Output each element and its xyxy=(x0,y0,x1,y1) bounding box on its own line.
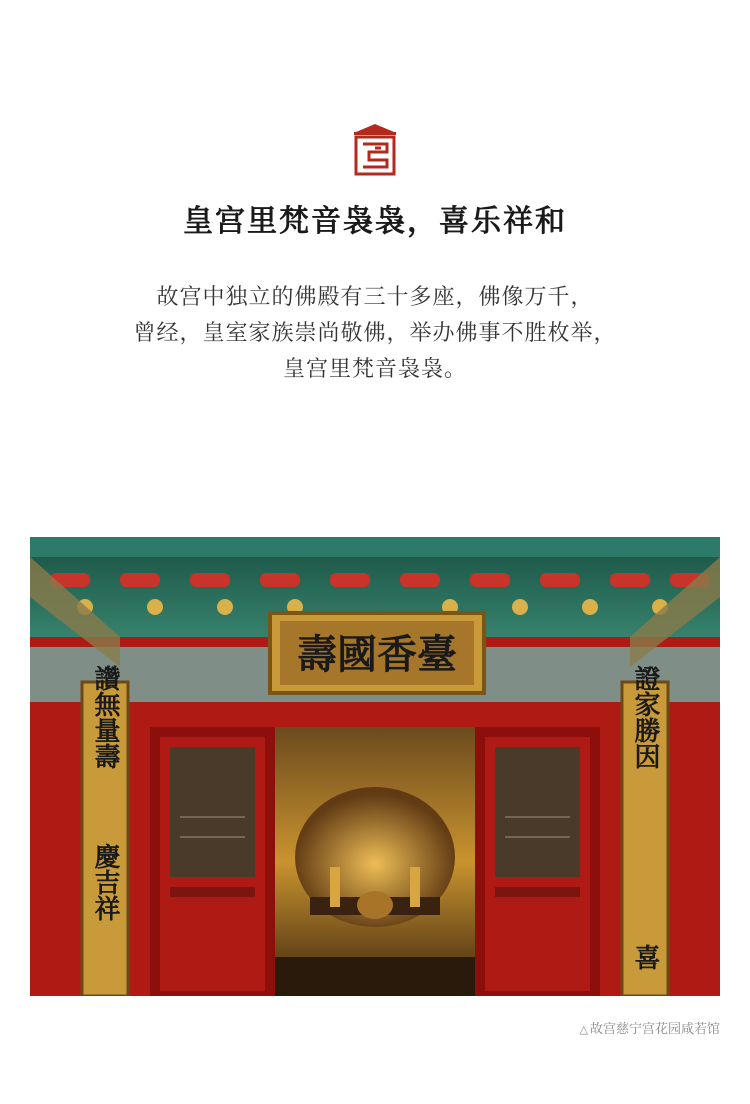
intro-line: 故宫中独立的佛殿有三十多座，佛像万千， xyxy=(156,285,594,310)
right-couplet-text: 證家勝因 xyxy=(630,665,660,769)
intro-line: 皇宫里梵音袅袅。 xyxy=(282,357,467,382)
left-couplet-lower-text: 慶吉祥 xyxy=(90,843,120,921)
intro-line: 曾经，皇室家族崇尚敬佛，举办佛事不胜枚举， xyxy=(133,321,617,346)
photo-caption xyxy=(580,1018,720,1037)
hall-photo xyxy=(30,537,720,996)
intro-paragraph xyxy=(0,280,750,388)
right-couplet-lower-text: 喜 xyxy=(630,944,660,970)
caption-text: 故宫慈宁宫花园咸若馆 xyxy=(589,1022,720,1037)
triangle-icon: △ xyxy=(579,1023,588,1036)
left-couplet-text: 讚無量壽 xyxy=(90,665,120,769)
plaque-text: 壽國香臺 xyxy=(297,631,457,678)
section-heading: 皇宫里梵音袅袅，喜乐祥和 xyxy=(183,204,567,239)
palace-seal-icon xyxy=(352,122,398,176)
